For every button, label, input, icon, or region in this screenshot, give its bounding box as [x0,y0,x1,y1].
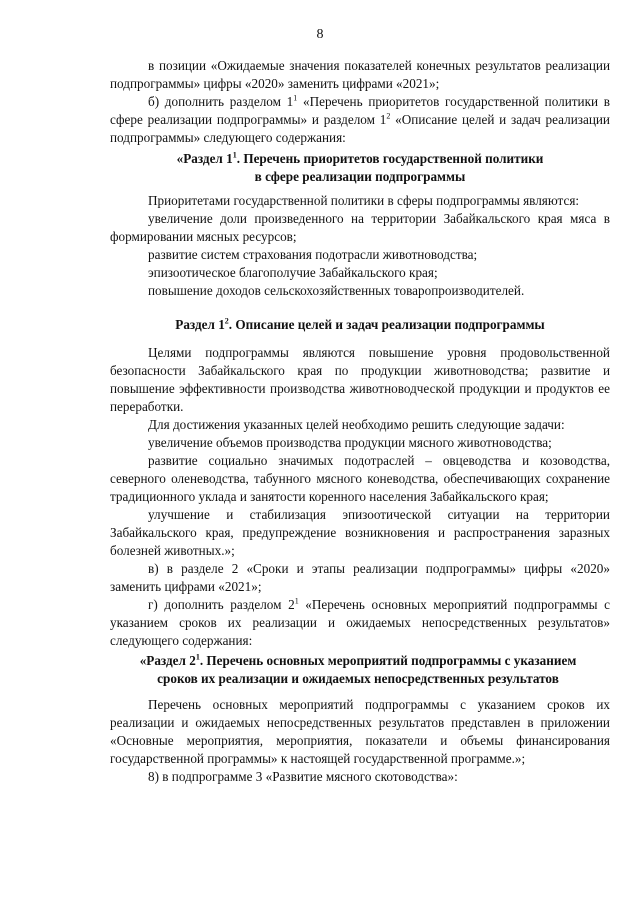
paragraph-12: улучшение и стабилизация эпизоотической ситуации на территории Забайкальского края, предупреждение возникновения и распространения заразных болезней животных.»; [110,507,610,558]
superscript: 2 [224,316,229,326]
paragraph-14-text-a: г) дополнить разделом 2 [148,597,295,612]
superscript: 1 [294,596,299,606]
heading-text: Раздел 1 [175,317,225,332]
heading-line [96,652,620,670]
heading-line [110,150,610,168]
paragraph-1: в позиции «Ожидаемые значения показателей конечных результатов реализации подпрограммы» цифры «2020» заменить цифрами «2021»; [110,58,610,91]
section-heading-1-1 [110,150,610,186]
paragraph-3: Приоритетами государственной политики в сферы подпрограммы являются: [148,193,580,208]
paragraph-9: Для достижения указанных целей необходимо решить следующие задачи: [148,417,565,432]
paragraph-2-text-b: «Перечень приоритетов государственной политики в сфере реализации подпрограммы» и разделом 1 [110,94,610,127]
paragraph-6: эпизоотическое благополучие Забайкальского края; [148,265,438,280]
paragraph-14 [110,596,610,650]
paragraph-11: развитие социально значимых подотраслей – овцеводства и козоводства, северного оленеводства, табунного мясного коневодства, обеспечивающих сохранение традиционного уклада и занятости коренного населения Забайкальского края; [110,453,610,504]
heading-text: «Раздел 1 [176,151,233,166]
heading-text: . Перечень основных мероприятий подпрограммы с указанием [199,653,577,668]
paragraph-13: в) в разделе 2 «Сроки и этапы реализации подпрограммы» цифры «2020» заменить цифрами «2021»; [110,561,610,594]
paragraph-7: повышение доходов сельскохозяйственных товаропроизводителей. [148,283,525,298]
superscript: 1 [232,150,237,160]
heading-line: сроков их реализации и ожидаемых непосредственных результатов [157,671,559,686]
paragraph-15: Перечень основных мероприятий подпрограммы с указанием сроков их реализации и ожидаемых непосредственных результатов представлен в приложении «Основные мероприятия, мероприятия, показатели и объемы финансирования государственной программы» к настоящей государственной программе.»; [110,697,610,766]
document-body [110,57,610,786]
paragraph-2-text-a: б) дополнить разделом 1 [148,94,294,109]
heading-text: «Раздел 2 [139,653,196,668]
paragraph-2 [110,93,610,147]
section-heading-2-1 [96,652,620,688]
paragraph-8: Целями подпрограммы являются повышение уровня продовольственной безопасности Забайкальского края по продукции животноводства; развитие и повышение эффективности производства животноводческой продукции и продуктов ее переработки. [110,345,610,414]
paragraph-16: 8) в подпрограмме 3 «Развитие мясного скотоводства»: [148,769,458,784]
superscript: 1 [195,652,200,662]
paragraph-4: увеличение доли произведенного на территории Забайкальского края мяса в формировании мясных ресурсов; [110,211,610,244]
superscript: 2 [386,111,391,121]
section-heading-1-2 [110,316,610,334]
paragraph-14-text-b: «Перечень основных мероприятий подпрограммы с указанием сроков их реализации и ожидаемых непосредственных результатов» следующего содержания: [110,597,610,648]
superscript: 1 [293,93,298,103]
heading-text: . Описание целей и задач реализации подпрограммы [228,317,545,332]
heading-line: в сфере реализации подпрограммы [254,169,466,184]
paragraph-5: развитие систем страхования подотрасли животноводства; [148,247,478,262]
page-number: 8 [316,27,324,42]
paragraph-10: увеличение объемов производства продукции мясного животноводства; [148,435,552,450]
heading-text: . Перечень приоритетов государственной политики [236,151,544,166]
paragraph-2-text-c: «Описание целей и задач реализации подпрограммы» следующего содержания: [110,112,610,145]
